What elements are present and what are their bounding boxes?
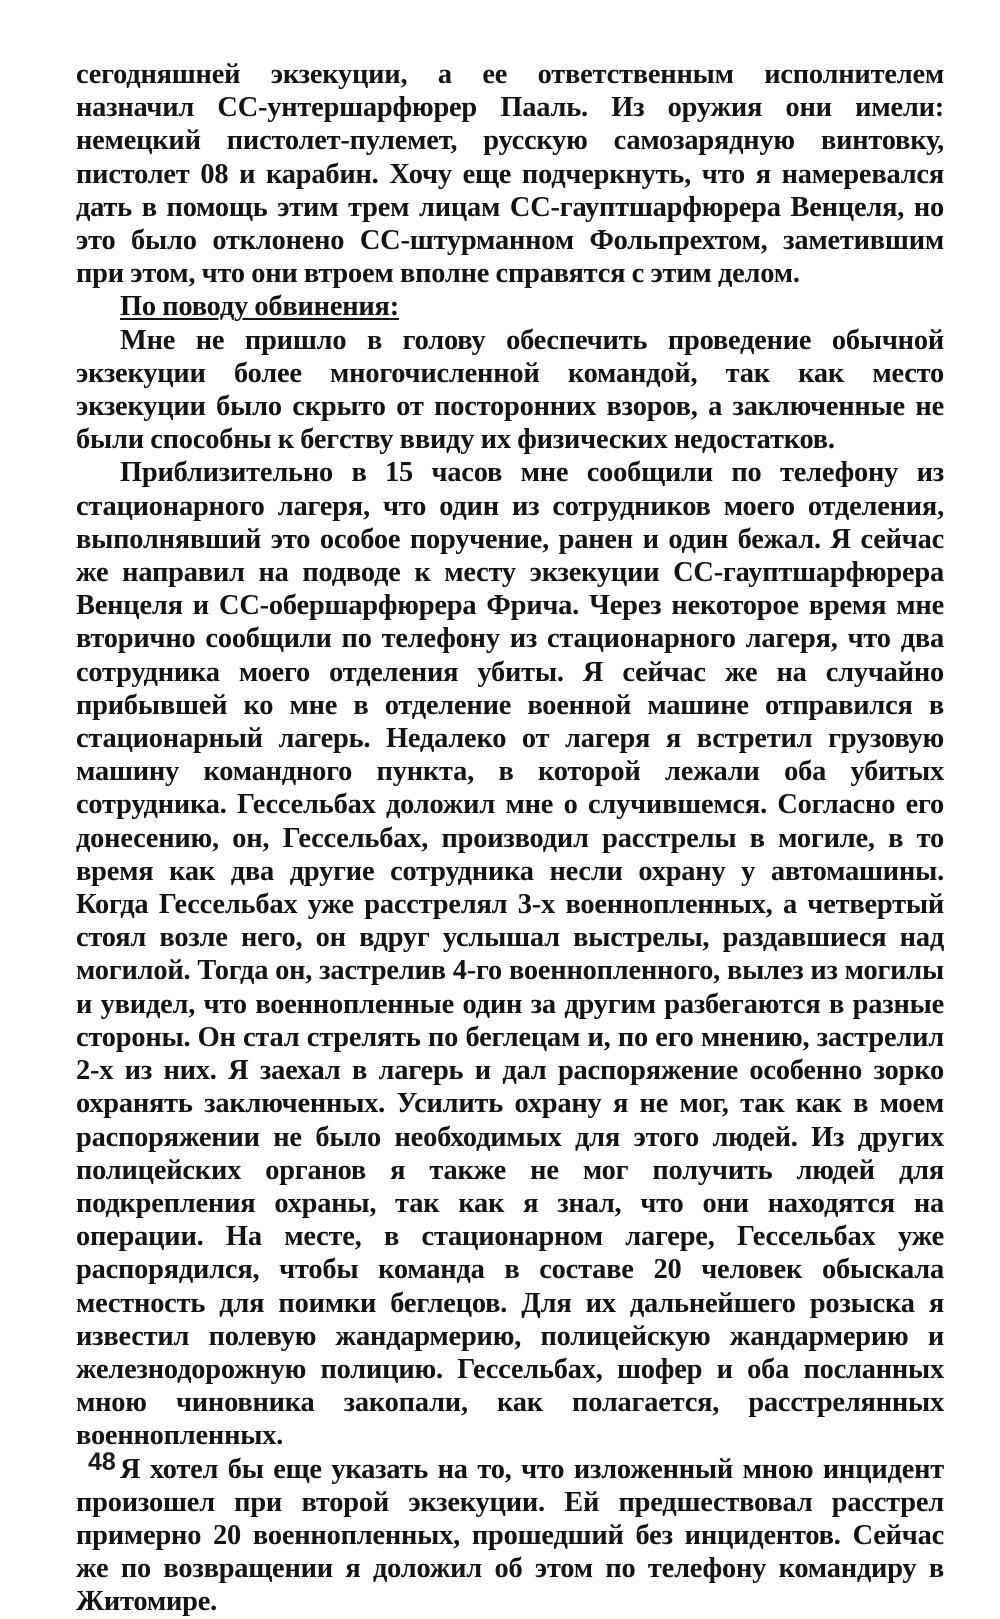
page-number: 48 — [88, 1448, 116, 1476]
section-heading — [76, 290, 944, 323]
paragraph-closing: Я хотел бы еще указать на то, что изложенный мною инцидент произошел при второй экзекуции. Ей предшествовал расстрел примерно 20 военнопленных, прошедший без инцидентов. Сейчас же по возвращении я доложил об этом по телефону командиру в Житомире. — [76, 1453, 944, 1618]
paragraph-incident: Приблизительно в 15 часов мне сообщили по телефону из стационарного лагеря, что один из сотрудников моего отделения, выполнявший это особое поручение, ранен и один бежал. Я сейчас же направил на подводе к месту экзекуции СС-гауптшарфюрера Венцеля и СС-обершарфюрера Фрича. Через некоторое время мне вторично сообщили по телефону из стационарного лагеря, что два сотрудника моего отделения убиты. Я сейчас же на случайно прибывшей ко мне в отделение военной машине отправился в стационарный лагерь. Недалеко от лагеря я встретил грузовую машину командного пункта, в которой лежали оба убитых сотрудника. Гессельбах доложил мне о случившемся. Согласно его донесению, он, Гессельбах, производил расстрелы в могиле, в то время как два другие сотрудника несли охрану у автомашины. Когда Гессельбах уже расстрелял 3-х военнопленных, а четвертый стоял возле него, он вдруг услышал выстрелы, раздавшиеся над могилой. Тогда он, застрелив 4-го военнопленного, вылез из могилы и увидел, что военнопленные один за другим разбегаются в разные стороны. Он стал стрелять по беглецам и, по его мнению, застрелил 2-х из них. Я заехал в лагерь и дал распоряжение особенно зорко охранять заключенных. Усилить охрану я не мог, так как в моем распоряжении не было необходимых для этого людей. Из других полицейских органов я также не мог получить людей для подкрепления охраны, так как я знал, что они находятся на операции. На месте, в стационарном лагере, Гессельбах уже распорядился, чтобы команда в составе 20 человек обыскала местность для поимки беглецов. Для их дальнейшего розыска я известил полевую жандармерию, полицейскую жандармерию и железнодорожную полицию. Гессельбах, шофер и оба посланных мною чиновника закопали, как полагается, расстрелянных военнопленных. — [76, 457, 944, 1452]
paragraph-continuation: сегодняшней экзекуции, а ее ответственным исполнителем назначил СС-унтершарфюрер Пааль. Из оружия они имели: немецкий пистолет-пулемет, русскую самозарядную винтовку, пистолет 08 и карабин. Хочу еще подчеркнуть, что я намеревался дать в помощь этим трем лицам СС-гауптшарфюрера Венцеля, но это было отклонено СС-штурманном Фольпрехтом, заметившим при этом, что они втроем вполне справятся с этим делом. — [76, 59, 944, 290]
paragraph-response: Мне не пришло в голову обеспечить проведение обычной экзекуции более многочисленной командой, так как место экзекуции было скрыто от посторонних взоров, а заключенные не были способны к бегству ввиду их физических недостатков. — [76, 324, 944, 456]
body-text — [76, 58, 944, 1619]
section-heading-text: По поводу обвинения: — [120, 291, 399, 323]
